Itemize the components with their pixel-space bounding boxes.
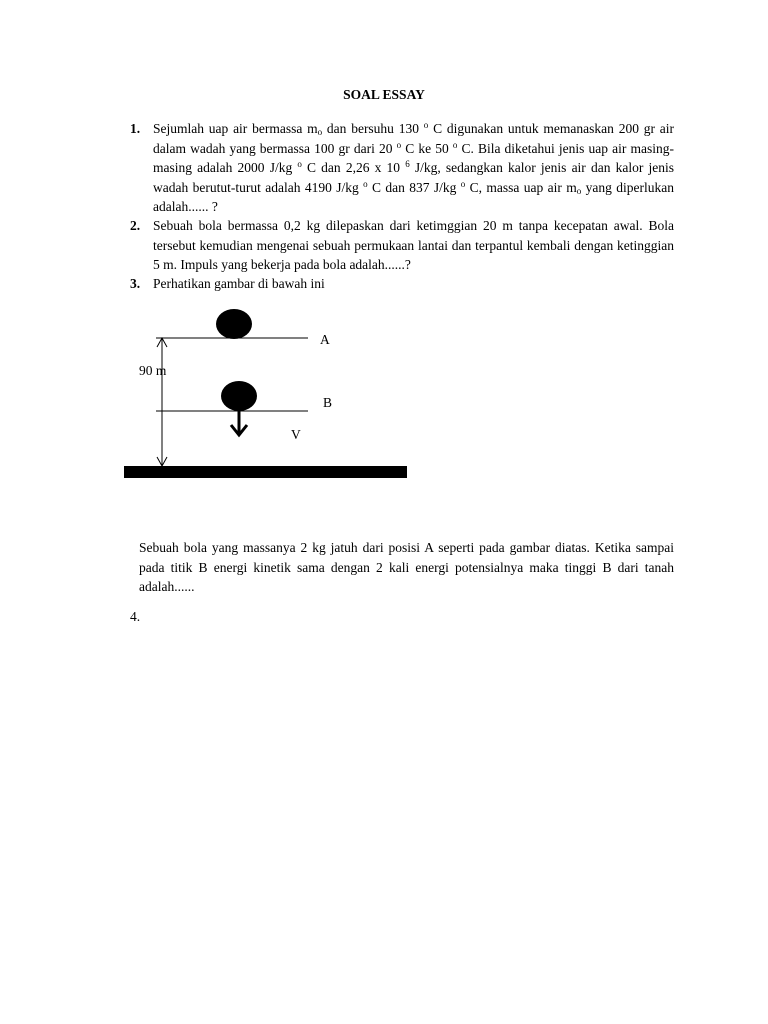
height-label: 90 m	[139, 363, 167, 378]
label-a: A	[320, 332, 330, 347]
question-text: Sebuah bola bermassa 0,2 kg dilepaskan dari ketimggian 20 m tanpa kecepatan awal. Bola tersebut kemudian mengenai sebuah permukaan lantai dan terpantul kembali dengan ketinggian 5 m. Impuls yang bekerja pada bola adalah......?	[153, 218, 674, 272]
page-title: SOAL ESSAY	[343, 87, 425, 102]
ground-bar	[124, 466, 407, 478]
question-number: 1.	[130, 121, 141, 136]
question-3-paragraph: Sebuah bola yang massanya 2 kg jatuh dari posisi A seperti pada gambar diatas. Ketika sampai pada titik B energi kinetik sama dengan 2 kali energi potensialnya maka tinggi B dari tanah adalah......	[139, 540, 674, 594]
label-v: V	[291, 427, 301, 442]
ball-a	[216, 309, 252, 339]
label-b: B	[323, 395, 333, 410]
question-number: 3.	[130, 276, 141, 291]
question-number: 2.	[130, 218, 141, 233]
ball-b	[221, 381, 257, 411]
question-text: Perhatikan gambar di bawah ini	[153, 276, 325, 291]
question-4-number: 4.	[130, 609, 141, 624]
question-text: Sejumlah uap air bermassa $m_o$ dan bersuhu 130 $^o$ C digunakan untuk memanaskan 200 gr air dalam wadah yang bermassa 100 gr dari 20 $^o$ C ke 50 $^o$ C. Bila diketahui jenis uap air masing-masing adalah 2000 J/kg $^o$ C dan 2,26 x 10 $^6$ J/kg, sedangkan kalor jenis air dan kalor jenis wadah berutut-turut adalah 4190 J/kg $^o$ C dan 837 J/kg $^o$ C, massa uap air $m_o$ yang diperlukan adalah...... ?	[153, 120, 675, 214]
